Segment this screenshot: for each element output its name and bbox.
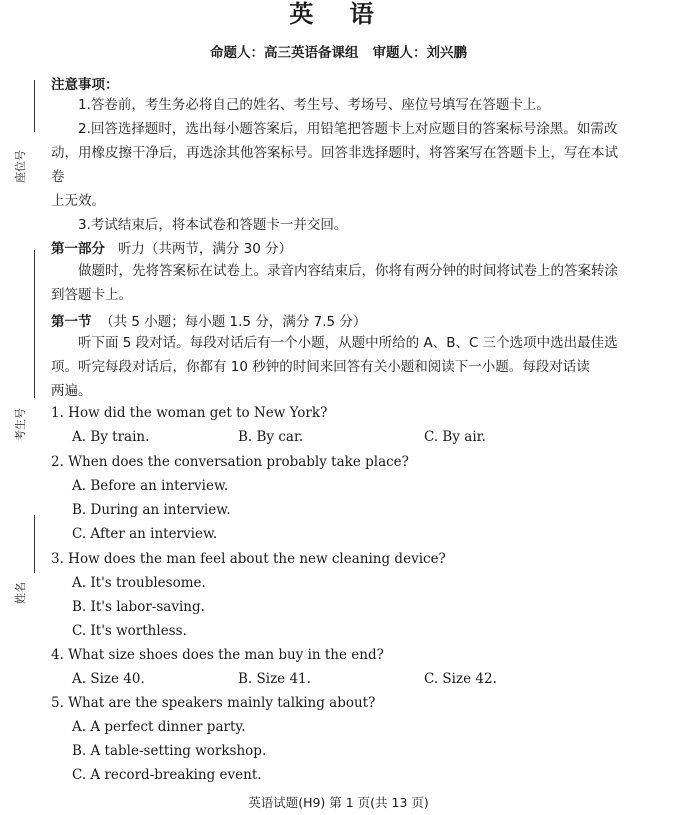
question-4: 4. What size shoes does the man buy in the end? (51, 647, 384, 663)
q3-option-a: A. It's troublesome. (72, 575, 206, 591)
q5-option-c: C. A record-breaking event. (72, 767, 262, 783)
q3-option-b: B. It's labor-saving. (72, 599, 205, 615)
section1-desc: 听下面 5 段对话。每段对话后有一个小题，从题中所给的 A、B、C 三个选项中选出最佳选 项。听完每段对话后，你都有 10 秒钟的时间来回答有关小题和阅读下一小题。每段对话读 两遍。 (51, 335, 618, 399)
part1-desc: 做题时，先将答案标在试卷上。录音内容结束后，你将有两分钟的时间将试卷上的答案转涂 到答题卡上。 (51, 263, 618, 303)
side-line-name (34, 515, 35, 573)
part1-title: 第一部分 (51, 241, 105, 257)
q4-option-b: B. Size 41. (238, 671, 311, 687)
notice-line-4: 上无效。 (51, 193, 105, 209)
section1-subtitle: （共 5 小题；每小题 1.5 分，满分 7.5 分） (100, 314, 367, 330)
author-setter: 命题人：高三英语备课组 (210, 45, 359, 61)
page-title: 英 语 (289, 0, 388, 28)
q2-option-c: C. After an interview. (72, 526, 218, 542)
section1-heading (51, 310, 366, 330)
question-3: 3. How does the man feel about the new cleaning device? (51, 551, 446, 567)
author-line (0, 41, 677, 61)
q4-option-a: A. Size 40. (72, 671, 145, 687)
q3-option-c: C. It's worthless. (72, 623, 187, 639)
side-line-seat (34, 80, 35, 132)
q1-option-a: A. By train. (72, 429, 150, 445)
notice-body (51, 93, 625, 237)
part1-subtitle: 听力（共两节，满分 30 分） (117, 241, 293, 257)
q5-option-b: B. A table-setting workshop. (72, 743, 267, 759)
author-reviewer: 审题人：刘兴鹏 (372, 45, 467, 61)
notice-line-1: 1.答卷前，考生务必将自己的姓名、考生号、考场号、座位号填写在答题卡上。 (78, 97, 550, 113)
question-1: 1. How did the woman get to New York? (51, 405, 328, 421)
page-footer: 英语试题(H9) 第 1 页(共 13 页) (248, 795, 429, 810)
question-5: 5. What are the speakers mainly talking about? (51, 695, 376, 711)
side-label-seat: 座位号 (14, 150, 27, 183)
q2-option-b: B. During an interview. (72, 502, 231, 518)
q1-option-b: B. By car. (238, 429, 304, 445)
side-label-exam-no: 考生号 (14, 408, 27, 441)
q2-option-a: A. Before an interview. (72, 478, 229, 494)
side-label-name: 姓名 (14, 582, 27, 604)
part1-heading (51, 237, 292, 257)
notice-title: 注意事项： (51, 77, 119, 93)
notice-line-2: 2.回答选择题时，选出每小题答案后，用铅笔把答题卡上对应题目的答案标号涂黑。如需改 (78, 121, 618, 137)
notice-line-5: 3.考试结束后，将本试卷和答题卡一并交回。 (78, 217, 348, 233)
q1-option-c: C. By air. (424, 429, 486, 445)
q4-option-c: C. Size 42. (424, 671, 497, 687)
notice-line-3: 动，用橡皮擦干净后，再选涂其他答案标号。回答非选择题时，将答案写在答题卡上，写在本试卷 (51, 145, 618, 185)
question-2: 2. When does the conversation probably take place? (51, 454, 409, 470)
section1-title: 第一节 (51, 314, 92, 330)
q5-option-a: A. A perfect dinner party. (72, 719, 246, 735)
side-line-exam-no (34, 250, 35, 398)
